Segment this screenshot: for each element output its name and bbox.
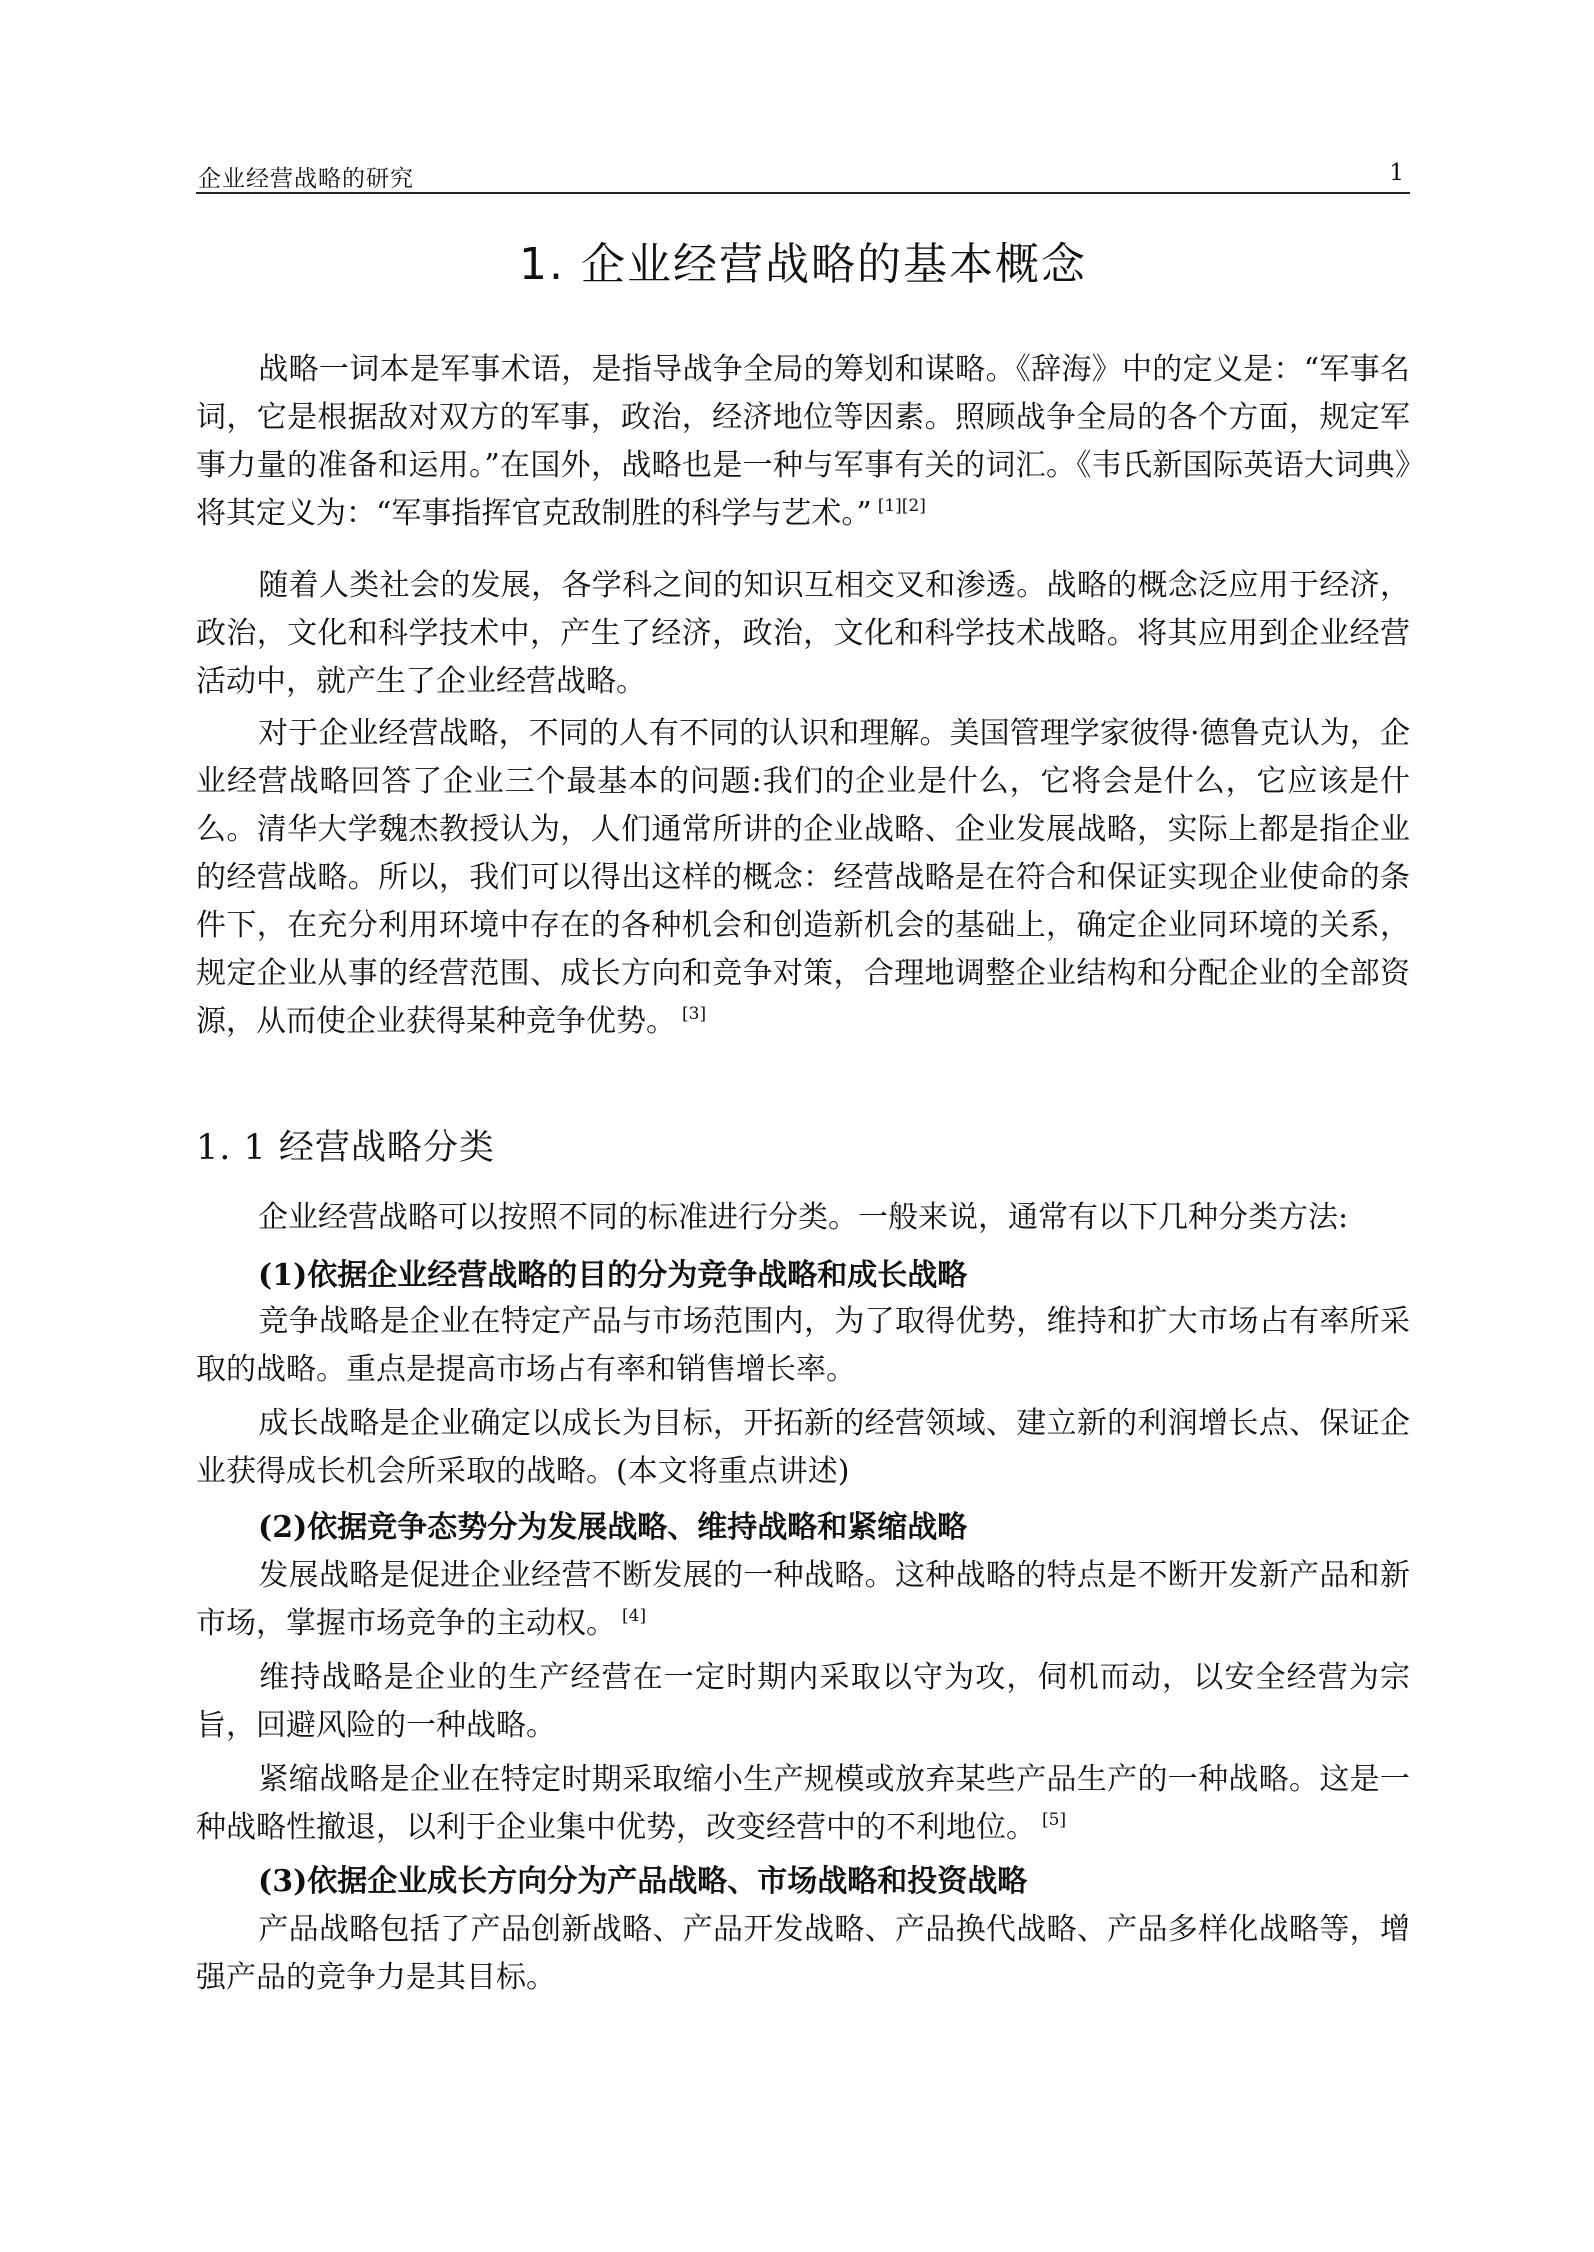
sub2-paragraph-3-text: 紧缩战略是企业在特定时期采取缩小生产规模或放弃某些产品生产的一种战略。这是一种战略性撤退，以利于企业集中优势，改变经营中的不利地位。 xyxy=(196,1762,1410,1845)
section-heading: 1. 1 经营战略分类 xyxy=(196,1128,495,1168)
page-number: 1 xyxy=(1389,160,1404,186)
sub3-paragraph-1-text: 产品战略包括了产品创新战略、产品开发战略、产品换代战略、产品多样化战略等，增强产品的竞争力是其目标。 xyxy=(196,1912,1410,1995)
subheading-3: (3)依据企业成长方向分为产品战略、市场战略和投资战略 xyxy=(258,1864,1028,1899)
sub2-paragraph-1-text: 发展战略是促进企业经营不断发展的一种战略。这种战略的特点是不断开发新产品和新市场，掌握市场竞争的主动权。 xyxy=(196,1558,1410,1641)
sub1-paragraph-1 xyxy=(196,1298,1410,1394)
intro-paragraph-2 xyxy=(196,562,1410,706)
header-title: 企业经营战略的研究 xyxy=(198,166,414,192)
sub2-paragraph-3 xyxy=(196,1756,1410,1852)
section-intro-paragraph xyxy=(196,1194,1410,1242)
sub1-paragraph-2 xyxy=(196,1400,1410,1496)
citation: [5] xyxy=(1042,1810,1067,1830)
intro-paragraph-1-text: 战略一词本是军事术语，是指导战争全局的筹划和谋略。《辞海》中的定义是：“军事名词，它是根据敌对双方的军事，政治，经济地位等因素。照顾战争全局的各个方面，规定军事力量的准备和运用。”在国外，战略也是一种与军事有关的词汇。《韦氏新国际英语大词典》将其定义为：“军事指挥官克敌制胜的科学与艺术。” xyxy=(196,352,1410,531)
sub2-paragraph-2 xyxy=(196,1654,1410,1750)
sub3-paragraph-1 xyxy=(196,1906,1410,2002)
citation: [1][2] xyxy=(877,496,926,516)
intro-paragraph-2-text: 随着人类社会的发展，各学科之间的知识互相交叉和渗透。战略的概念泛应用于经济，政治，文化和科学技术中，产生了经济，政治，文化和科学技术战略。将其应用到企业经营活动中，就产生了企业经营战略。 xyxy=(196,568,1410,699)
sub2-paragraph-1 xyxy=(196,1552,1410,1648)
citation: [4] xyxy=(622,1606,647,1626)
sub1-paragraph-1-text: 竞争战略是企业在特定产品与市场范围内，为了取得优势，维持和扩大市场占有率所采取的战略。重点是提高市场占有率和销售增长率。 xyxy=(196,1304,1410,1387)
citation: [3] xyxy=(682,1004,707,1024)
section-intro-text: 企业经营战略可以按照不同的标准进行分类。一般来说，通常有以下几种分类方法: xyxy=(258,1200,1349,1235)
sub2-paragraph-2-text: 维持战略是企业的生产经营在一定时期内采取以守为攻，伺机而动，以安全经营为宗旨，回避风险的一种战略。 xyxy=(196,1660,1410,1743)
running-header xyxy=(196,158,1410,194)
intro-paragraph-3-text: 对于企业经营战略，不同的人有不同的认识和理解。美国管理学家彼得·德鲁克认为，企业经营战略回答了企业三个最基本的问题:我们的企业是什么，它将会是什么，它应该是什么。清华大学魏杰教授认为，人们通常所讲的企业战略、企业发展战略，实际上都是指企业的经营战略。所以，我们可以得出这样的概念：经营战略是在符合和保证实现企业使命的条件下，在充分利用环境中存在的各种机会和创造新机会的基础上，确定企业同环境的关系，规定企业从事的经营范围、成长方向和竞争对策，合理地调整企业结构和分配企业的全部资源，从而使企业获得某种竞争优势。 xyxy=(196,716,1410,1039)
subheading-1: (1)依据企业经营战略的目的分为竞争战略和成长战略 xyxy=(258,1258,968,1293)
intro-paragraph-1 xyxy=(196,346,1410,538)
intro-paragraph-3 xyxy=(196,710,1410,1046)
chapter-title: 1. 企业经营战略的基本概念 xyxy=(519,239,1087,290)
sub1-paragraph-2-text: 成长战略是企业确定以成长为目标，开拓新的经营领域、建立新的利润增长点、保证企业获得成长机会所采取的战略。(本文将重点讲述) xyxy=(196,1406,1410,1489)
subheading-2: (2)依据竞争态势分为发展战略、维持战略和紧缩战略 xyxy=(258,1510,968,1545)
